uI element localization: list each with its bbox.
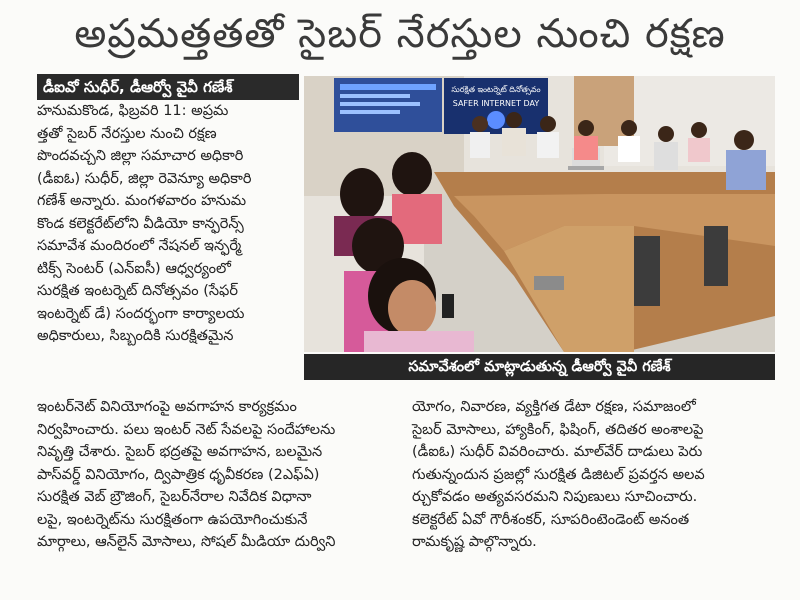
article-line: త్తతో సైబర్ నేరస్తుల నుంచి రక్షణ <box>37 125 217 142</box>
article-line: సురక్షిత వెబ్ బ్రౌజింగ్, సైబర్‌నేరాల నివేదిక విధానా <box>37 489 312 505</box>
article-line: సురక్షిత ఇంటర్నెట్ దినోత్సవం (సేఫర్ <box>37 283 238 299</box>
article-full-width <box>37 396 407 554</box>
article-line: కలెక్టరేట్ ఏవో గౌరీశంకర్, సూపరింటెండెంట్ అనంత <box>412 511 690 528</box>
article-line: నిర్వహించారు. పలు ఇంటర్ నెట్ సేవలపై సందేహాలను <box>37 421 336 438</box>
article-line: ర్చుకోవడం అత్యవసరమని నిపుణులు సూచించారు. <box>412 489 698 505</box>
article-line: ఇంటర్నెట్ డే) సందర్భంగా కార్యాలయ <box>37 305 245 322</box>
article-photo <box>304 76 775 352</box>
meeting-photo-illustration <box>304 76 775 352</box>
photo-caption: సమావేశంలో మాట్లాడుతున్న డీఆర్వో వైవీ గణేశ్ <box>304 354 775 380</box>
article-line: పాస్‌వర్డ్ వినియోగం, ద్విపాత్రిక ధృవీకరణ (2ఎఫ్ఏ) <box>37 466 320 483</box>
banner-subtitle: SAFER INTERNET DAY <box>452 99 540 108</box>
article-line: గణేశ్ అన్నారు. మంగళవారం హనుమ <box>37 193 247 209</box>
article-line: మార్గాలు, ఆన్‌లైన్ మోసాలు, సోషల్ మీడియా దుర్విని <box>37 534 336 550</box>
article-line: గుతున్నందున ప్రజల్లో సురక్షిత డిజిటల్ ప్రవర్తన అలవ <box>412 466 705 483</box>
article-line: (డీఐఓ) సుధీర్, జిల్లా రెవెన్యూ అధికారి <box>37 170 252 187</box>
article-line: సైబర్ మోసాలు, హ్యాకింగ్, ఫిషింగ్, తదితర అంశాలపై <box>412 421 704 438</box>
article-line: ఇంటర్‌నెట్ వినియోగంపై అవగాహన కార్యక్రమం <box>37 399 297 415</box>
article-line: యోగం, నివారణ, వ్యక్తిగత డేటా రక్షణ, సమాజంలో <box>412 399 696 415</box>
article-line: హనుమకొండ, ఫిబ్రవరి 11: అప్రమ <box>37 103 229 119</box>
article-column-right <box>412 396 777 554</box>
article-line: (డీఐఓ) సుధీర్ వివరించారు. మాల్‌వేర్ దాడులు పెరు <box>412 444 703 460</box>
article-line: టిక్స్ సెంటర్ (ఎన్ఐసీ) ఆధ్వర్యంలో <box>37 260 231 277</box>
article-line: లపై, ఇంటర్నెట్‌ను సురక్షితంగా ఉపయోగించుకునే <box>37 511 308 528</box>
article-line: పొందవచ్చని జిల్లా సమాచార అధికారి <box>37 148 244 164</box>
headline: అప్రమత్తతతో సైబర్ నేరస్తుల నుంచి రక్షణ <box>74 11 726 57</box>
article-line: అధికారులు, సిబ్బందికి సురక్షితమైన <box>37 328 234 344</box>
byline: డీఐవో సుధీర్, డీఆర్వో వైవీ గణేశ్ <box>37 74 299 100</box>
article-line: కొండ కలెక్టరేట్‌లోని వీడియో కాన్ఫరెన్స్ <box>37 215 244 232</box>
article-column-left <box>37 100 301 348</box>
banner-title: సురక్షిత ఇంటర్నెట్ దినోత్సవం <box>451 85 541 94</box>
article-line: సమావేశ మందిరంలో నేషనల్ ఇన్ఫర్మే <box>37 238 242 254</box>
article-line: రామకృష్ణ పాల్గొన్నారు. <box>412 534 537 550</box>
article-line: నివృత్తి చేశారు. సైబర్ భద్రతపై అవగాహన, బలమైన <box>37 444 323 460</box>
